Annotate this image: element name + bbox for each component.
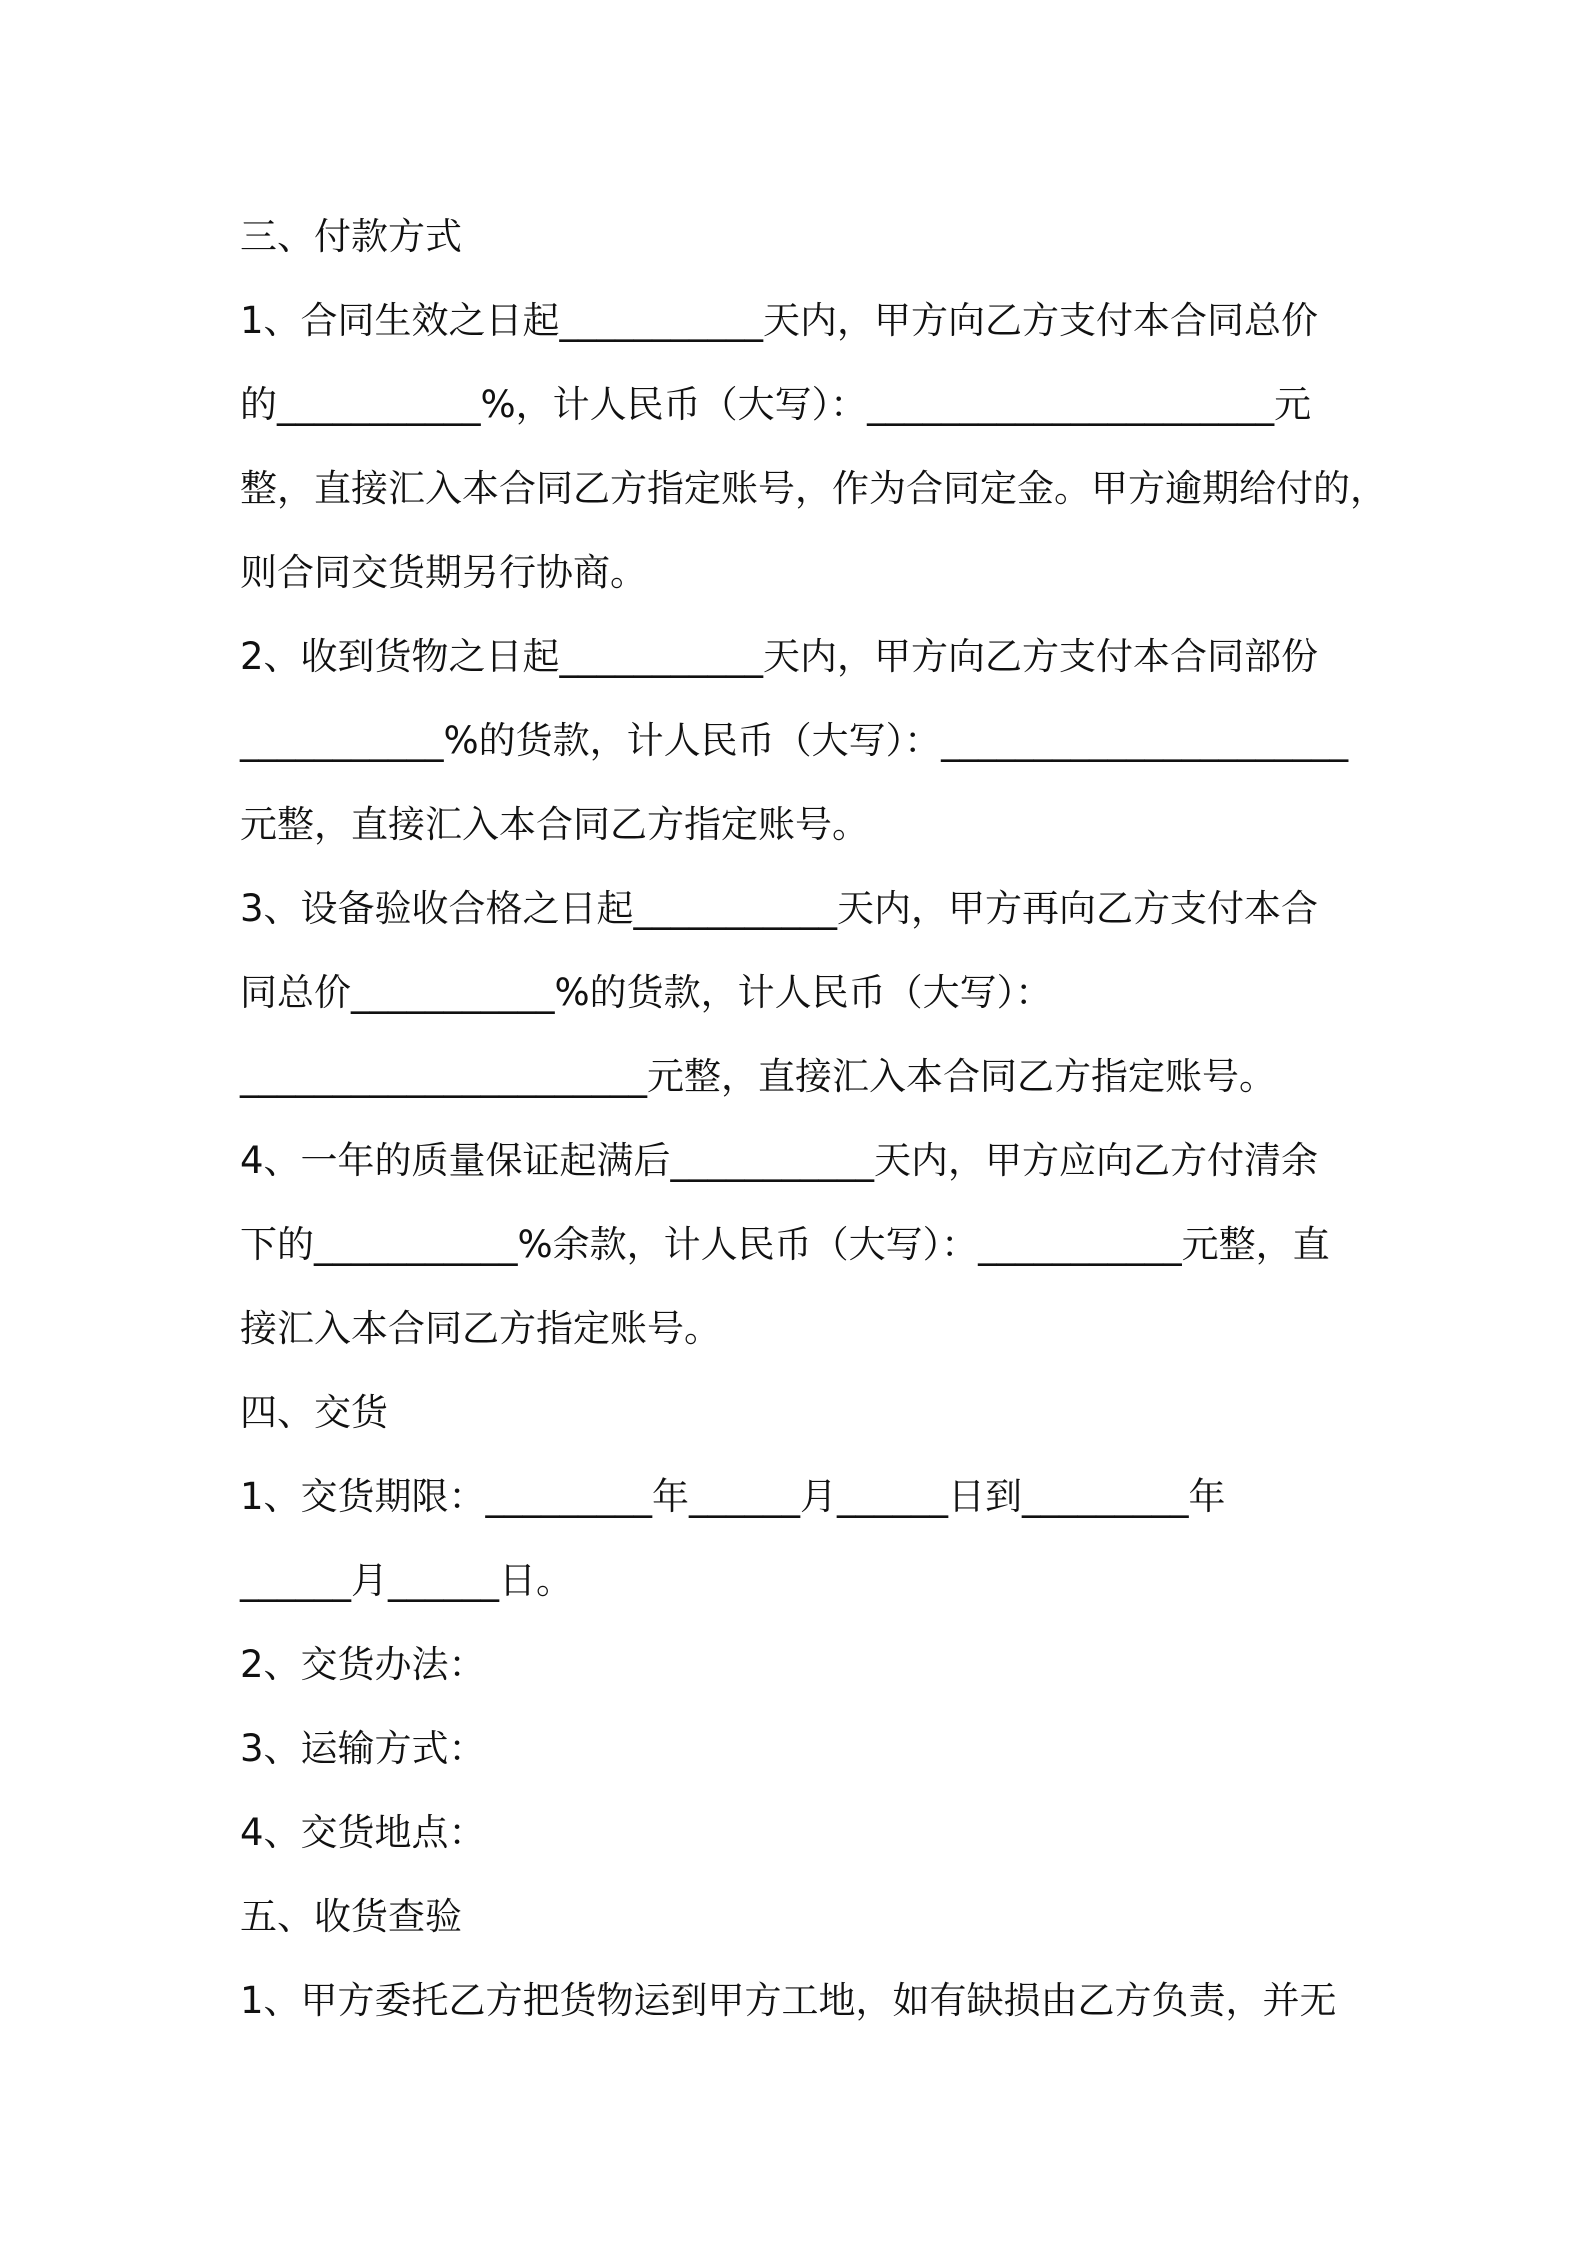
inspection-clause-1-line-1: 1、甲方委托乙方把货物运到甲方工地，如有缺损由乙方负责，并无 xyxy=(240,1979,1337,2022)
payment-clause-4-line-2: 下的___________%余款，计人民币（大写）：___________元整，直 xyxy=(240,1223,1330,1266)
payment-clause-3-line-1: 3、设备验收合格之日起___________天内，甲方再向乙方支付本合 xyxy=(240,887,1319,930)
payment-clause-2-line-3: 元整，直接汇入本合同乙方指定账号。 xyxy=(240,803,869,846)
payment-clause-3-line-3: ______________________元整，直接汇入本合同乙方指定账号。 xyxy=(240,1055,1276,1098)
delivery-clause-2: 2、交货办法： xyxy=(240,1643,486,1686)
payment-clause-4-line-1: 4、一年的质量保证起满后___________天内，甲方应向乙方付清余 xyxy=(240,1139,1319,1182)
payment-clause-4-line-3: 接汇入本合同乙方指定账号。 xyxy=(240,1307,721,1350)
section-heading-inspection: 五、收货查验 xyxy=(240,1895,462,1938)
payment-clause-3-line-2: 同总价___________%的货款，计人民币（大写）： xyxy=(240,971,1053,1014)
payment-clause-1-line-2: 的___________%，计人民币（大写）：______________________元 xyxy=(240,383,1312,426)
section-heading-delivery: 四、交货 xyxy=(240,1391,388,1434)
payment-clause-1-line-4: 则合同交货期另行协商。 xyxy=(240,551,647,594)
delivery-clause-4: 4、交货地点： xyxy=(240,1811,486,1854)
delivery-clause-1-line-1: 1、交货期限：_________年______月______日到_________年 xyxy=(240,1475,1226,1518)
document-page xyxy=(240,195,1387,2043)
section-heading-payment: 三、付款方式 xyxy=(240,215,462,258)
delivery-clause-1-line-2: ______月______日。 xyxy=(240,1559,573,1602)
payment-clause-2-line-2: ___________%的货款，计人民币（大写）：______________________ xyxy=(240,719,1349,762)
payment-clause-1-line-1: 1、合同生效之日起___________天内，甲方向乙方支付本合同总价 xyxy=(240,299,1319,342)
delivery-clause-3: 3、运输方式： xyxy=(240,1727,486,1770)
payment-clause-1-line-3: 整，直接汇入本合同乙方指定账号，作为合同定金。甲方逾期给付的， xyxy=(240,467,1387,510)
payment-clause-2-line-1: 2、收到货物之日起___________天内，甲方向乙方支付本合同部份 xyxy=(240,635,1319,678)
